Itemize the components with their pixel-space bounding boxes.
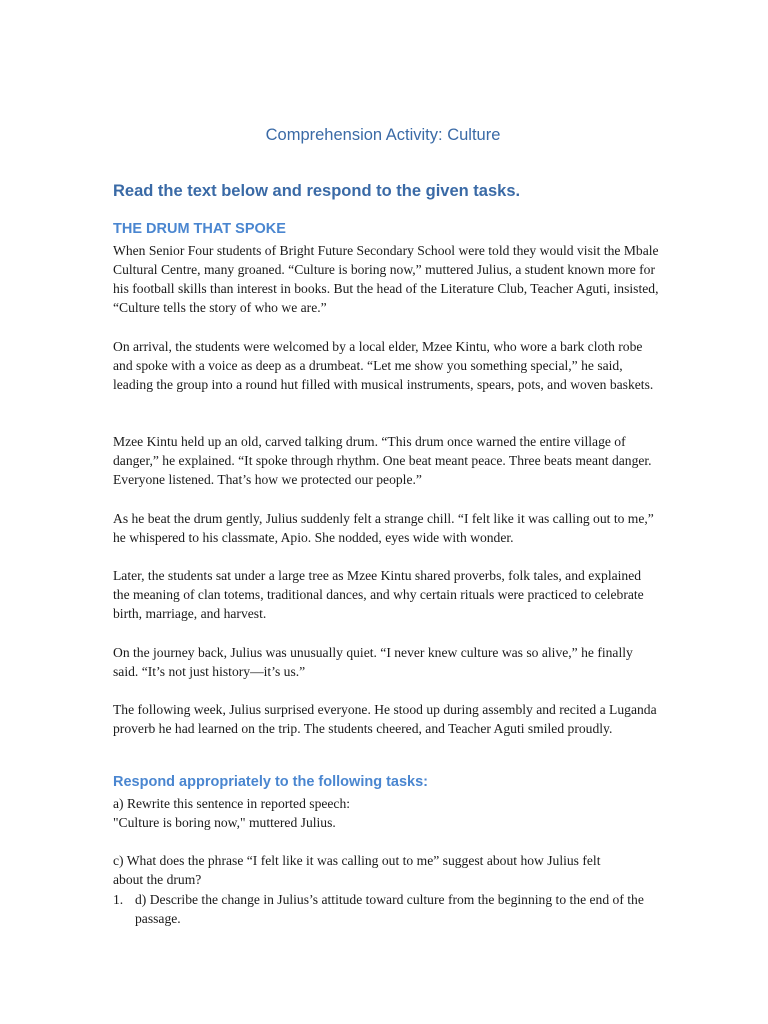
list-number: 1. <box>113 892 124 907</box>
story-paragraph-5: Later, the students sat under a large tree as Mzee Kintu shared proverbs, folk tales, and explained the meaning of clan totems, traditional dances, and why certain rituals were practiced to celebrate birth, marriage, and harvest. <box>113 568 644 621</box>
story-paragraph-2: On arrival, the students were welcomed by a local elder, Mzee Kintu, who wore a bark cloth robe and spoke with a voice as deep as a drumbeat. “Let me show you something special,” he said, leading the group into a round hut filled with musical instruments, spears, pots, and woven baskets. <box>113 339 654 392</box>
story-paragraph-7: The following week, Julius surprised everyone. He stood up during assembly and recited a Luganda proverb he had learned on the trip. The students cheered, and Teacher Aguti smiled proudly. <box>113 702 657 736</box>
story-paragraph-4: As he beat the drum gently, Julius suddenly felt a strange chill. “I felt like it was calling out to me,” he whispered to his classmate, Apio. She nodded, eyes wide with wonder. <box>113 511 654 545</box>
task-c-line-2: about the drum? <box>113 872 202 887</box>
story-paragraph-6: On the journey back, Julius was unusually quiet. “I never knew culture was so alive,” he finally said. “It’s not just history—it’s us.” <box>113 645 633 679</box>
instruction-heading: Read the text below and respond to the given tasks. <box>113 182 521 200</box>
task-a-prompt: a) Rewrite this sentence in reported speech: <box>113 796 351 811</box>
tasks-heading: Respond appropriately to the following tasks: <box>113 774 428 790</box>
task-d-text: d) Describe the change in Julius’s attitude toward culture from the beginning to the end of the passage. <box>135 892 644 926</box>
document-title: Comprehension Activity: Culture <box>265 126 501 144</box>
story-paragraph-3: Mzee Kintu held up an old, carved talking drum. “This drum once warned the entire village of danger,” he explained. “It spoke through rhythm. One beat meant peace. Three beats meant danger. Everyone listened. That’s how we protected our people.” <box>113 434 652 487</box>
story-title: THE DRUM THAT SPOKE <box>113 221 286 237</box>
story-paragraph-1: When Senior Four students of Bright Future Secondary School were told they would visit the Mbale Cultural Centre, many groaned. “Culture is boring now,” muttered Julius, a student known more for his football skills than interest in books. But the head of the Literature Club, Teacher Aguti, insisted, “Culture tells the story of who we are.” <box>113 243 659 315</box>
task-a-sentence: "Culture is boring now," muttered Julius. <box>113 815 336 830</box>
task-c-line-1: c) What does the phrase “I felt like it was calling out to me” suggest about how Julius felt <box>113 853 601 868</box>
